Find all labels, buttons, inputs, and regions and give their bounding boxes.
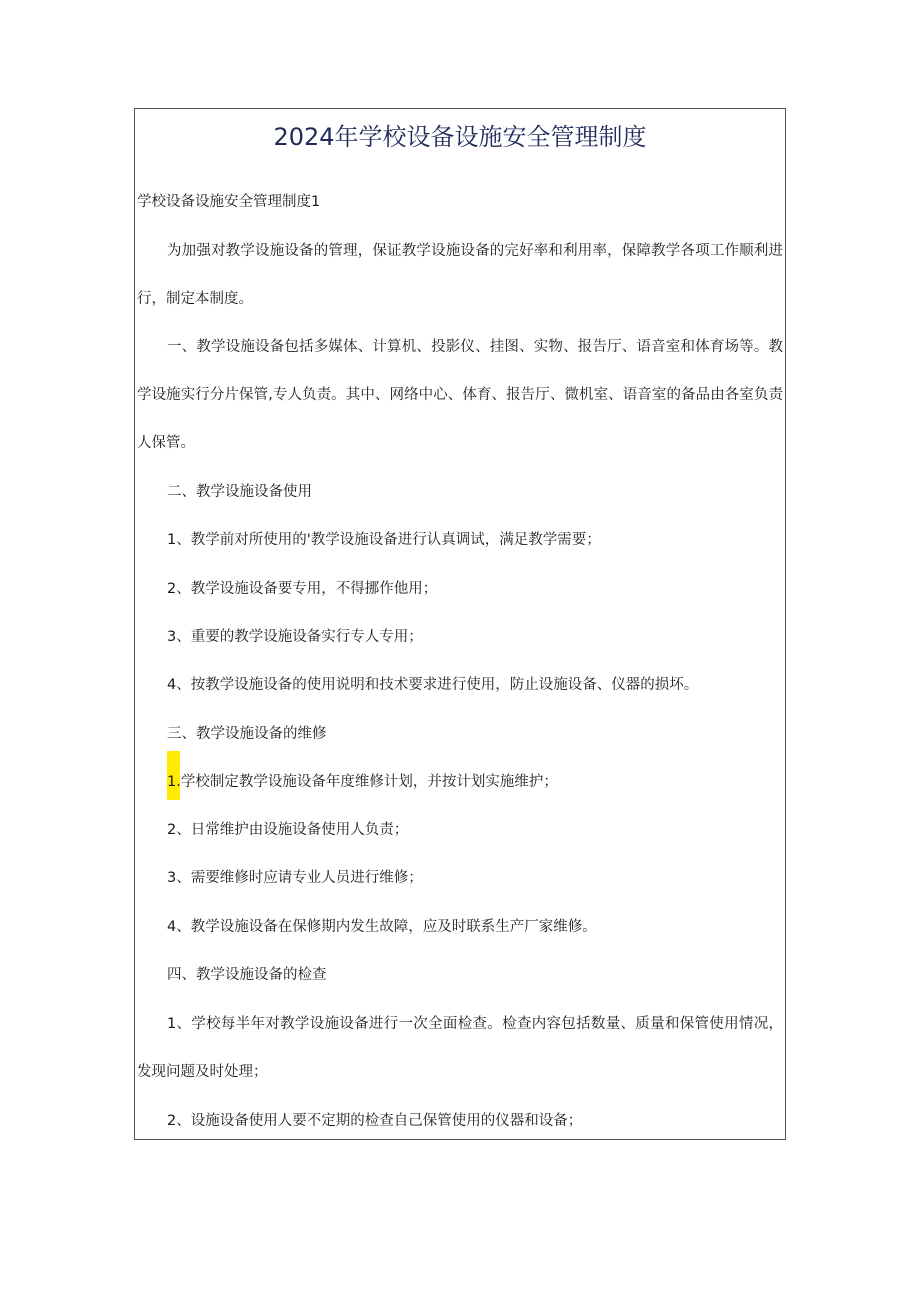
section4-item-1: 1、学校每半年对教学设施设备进行一次全面检查。检查内容包括数量、质量和保管使用情况，发现问题及时处理；: [137, 1016, 783, 1080]
section4-heading: 四、教学设施设备的检查: [167, 967, 327, 983]
section2-item-1: 1、教学前对所使用的'教学设施设备进行认真调试，满足教学需要；: [167, 532, 601, 548]
section3-item-3: 3、需要维修时应请专业人员进行维修；: [167, 870, 423, 886]
section3-item-2: 2、日常维护由设施设备使用人负责；: [167, 822, 409, 838]
document-subtitle: 学校设备设施安全管理制度1: [137, 194, 321, 210]
section2-item-2: 2、教学设施设备要专用，不得挪作他用；: [167, 581, 438, 597]
document-title: 2024年学校设备设施安全管理制度: [273, 123, 647, 151]
section2-heading: 二、教学设施设备使用: [167, 484, 312, 500]
section2-item-3: 3、重要的教学设施设备实行专人专用；: [167, 629, 423, 645]
section3-heading: 三、教学设施设备的维修: [167, 726, 327, 742]
section3-item-1-marker: 1.: [167, 774, 181, 790]
intro-paragraph: 为加强对教学设施设备的管理，保证教学设施设备的完好率和利用率，保障教学各项工作顺利进行，制定本制度。: [137, 243, 783, 307]
section3-item-4: 4、教学设施设备在保修期内发生故障，应及时联系生产厂家维修。: [167, 919, 597, 935]
section3-item-1-text: 学校制定教学设施设备年度维修计划，并按计划实施维护；: [180, 774, 558, 790]
section1-paragraph: 一、教学设施设备包括多媒体、计算机、投影仪、挂图、实物、报告厅、语音室和体育场等。教学设施实行分片保管,专人负责。其中、网络中心、体育、报告厅、微机室、语音室的备品由各室负责人保管。: [137, 339, 783, 451]
section3-item-1: [137, 758, 783, 806]
section2-item-4: 4、按教学设施设备的使用说明和技术要求进行使用，防止设施设备、仪器的损坏。: [167, 677, 699, 693]
section4-item-2: 2、设施设备使用人要不定期的检查自己保管使用的仪器和设备；: [167, 1113, 583, 1129]
